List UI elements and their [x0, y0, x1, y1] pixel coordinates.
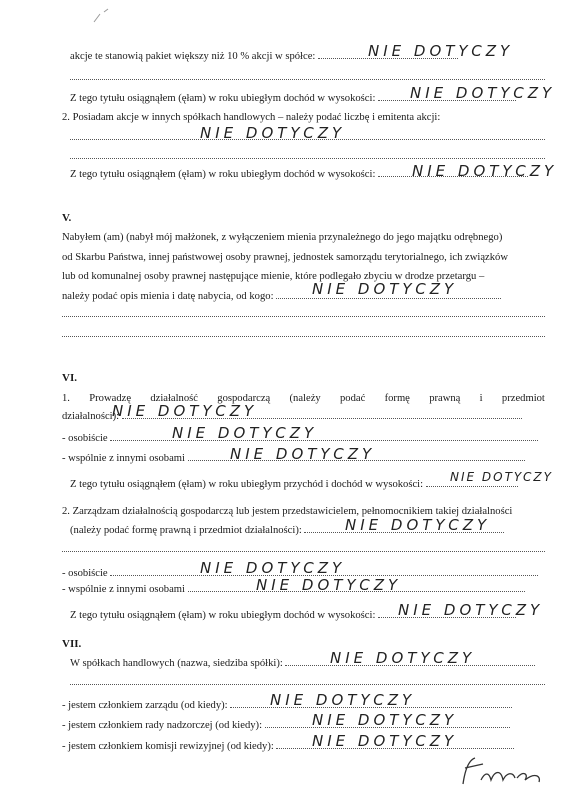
w-1: 1.	[62, 393, 70, 404]
answer-income-1: NIE DOTYCZY	[410, 84, 556, 102]
answer-business-joint: NIE DOTYCZY	[230, 445, 376, 463]
board-label: - jestem członkiem zarządu (od kiedy):	[62, 700, 228, 711]
managed-income-label: Z tego tytułu osiągnąłem (ęłam) w roku ubiegłym dochód w wysokości:	[70, 610, 376, 621]
w-7: formę	[384, 393, 410, 404]
answer-managed-own: NIE DOTYCZY	[200, 559, 346, 577]
other-shares-line	[62, 111, 440, 124]
managed-own-label: - osobiście	[62, 568, 108, 579]
answer-supervisory: NIE DOTYCZY	[312, 711, 458, 729]
answer-companies: NIE DOTYCZY	[330, 649, 476, 667]
answer-income-2: NIE DOTYCZY	[412, 162, 558, 180]
w-5: (należy	[289, 393, 321, 404]
shares-over-10-label: akcje te stanowią pakiet większy niż 10 % akcji w spółce:	[70, 51, 316, 62]
blank-line	[62, 336, 545, 337]
supervisory-label: - jestem członkiem rady nadzorczej (od kiedy):	[62, 720, 263, 731]
other-shares-label: 2. Posiadam akcje w innych spółkach handlowych – należy podać liczbę i emitenta akcji:	[62, 112, 441, 123]
answer-business-income: NIE DOTYCZY	[450, 470, 553, 484]
answer-managed-income: NIE DOTYCZY	[398, 601, 544, 619]
answer-board: NIE DOTYCZY	[270, 691, 416, 709]
w-9: i	[479, 393, 483, 404]
answer-business-own: NIE DOTYCZY	[172, 424, 318, 442]
signature	[455, 752, 555, 792]
section-v-line-1: Nabyłem (am) (nabył mój małżonek, z wyłączeniem mienia przynależnego do jego majątku odrębnego)	[62, 232, 503, 243]
answer-section-v: NIE DOTYCZY	[312, 280, 458, 298]
answer-business-1: NIE DOTYCZY	[112, 402, 258, 420]
section-v-line-2: od Skarbu Państwa, innej państwowej osoby prawnej, jednostek samorządu terytorialnego, ich związków	[62, 251, 509, 263]
income-label-1: Z tego tytułu osiągnąłem (ęłam) w roku ubiegłym dochód w wysokości:	[70, 93, 376, 104]
managed-business-label: 2. Zarządzam działalnością gospodarczą lub jestem przedstawicielem, pełnomocnikiem takiej działalności	[62, 506, 513, 517]
blank-line	[62, 551, 545, 552]
managed-business-cont-label: (należy podać formę prawną i przedmiot działalności):	[70, 525, 302, 536]
answer-shares-over-10: NIE DOTYCZY	[368, 42, 514, 60]
w-8: prawną	[429, 393, 461, 404]
blank-line	[70, 158, 545, 159]
answer-other-shares: NIE DOTYCZY	[200, 124, 346, 142]
business-item-1-cont-label: działalności):	[62, 411, 120, 422]
business-joint-label: - wspólnie z innymi osobami	[62, 453, 185, 464]
scan-mark	[92, 8, 112, 24]
section-v-text	[62, 228, 547, 306]
blank-line	[70, 79, 545, 80]
section-v-heading: V.	[62, 212, 72, 224]
section-v-line-4: należy podać opis mienia i datę nabycia, od kogo:	[62, 290, 274, 302]
income-label-2: Z tego tytułu osiągnąłem (ęłam) w roku ubiegłym dochód w wysokości:	[70, 169, 376, 180]
audit-label: - jestem członkiem komisji rewizyjnej (od kiedy):	[62, 741, 274, 752]
w-6: podać	[340, 393, 366, 404]
blank-line	[70, 684, 545, 685]
section-vii-heading: VII.	[62, 638, 82, 650]
w-4: gospodarczą	[217, 393, 271, 404]
business-income-label: Z tego tytułu osiągnąłem (ęłam) w roku ubiegłym przychód i dochód w wysokości:	[70, 479, 424, 490]
section-v-line-3: lub od komunalnej osoby prawnej następujące mienie, które podlegało zbyciu w drodze przetargu –	[62, 271, 485, 282]
answer-managed-joint: NIE DOTYCZY	[256, 576, 402, 594]
answer-managed-business: NIE DOTYCZY	[345, 516, 491, 534]
section-vi-heading: VI.	[62, 372, 77, 384]
business-own-label: - osobiście	[62, 433, 108, 444]
w-10: przedmiot	[501, 393, 545, 404]
blank-line	[62, 316, 545, 317]
answer-audit: NIE DOTYCZY	[312, 732, 458, 750]
w-3: działalność	[150, 393, 198, 404]
w-2: Prowadzę	[89, 393, 132, 404]
companies-label: W spółkach handlowych (nazwa, siedziba spółki):	[70, 658, 283, 669]
blank-line	[70, 139, 545, 140]
managed-joint-label: - wspólnie z innymi osobami	[62, 584, 185, 595]
